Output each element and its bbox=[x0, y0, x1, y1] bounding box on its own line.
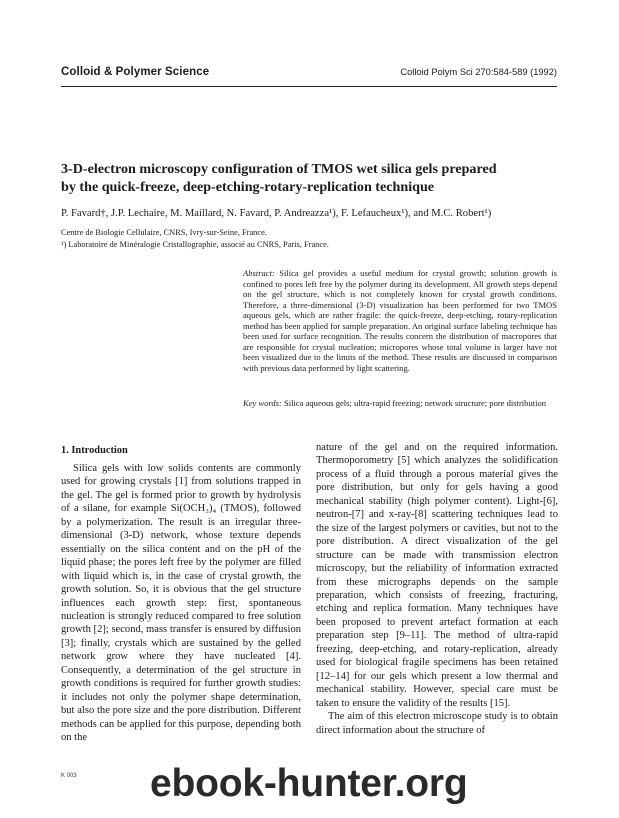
abstract-text: Silica gel provides a useful medium for crystal growth; solution growth is confined to pores left free by the polymer during its development. All growth steps depend on the gel structure, which is not completely known for crystal growth conditions. Therefore, a three-dimensional (3-D) visualization has been performed for two TMOS aqueous gels, which are rather fragile: the quick-freeze, deep-etching, rotary-replication method has been applied for sample preparation. An original surface labeling technique has been used for surface recognition. The results concern the distribution of macropores that are responsible for crystal nucleation; micropores whose total volume is larger have not been visualized due to the limits of the method. These results are discussed in comparison with previous data performed by light scattering. bbox=[243, 268, 557, 373]
header-rule bbox=[61, 86, 557, 87]
title-line-2: by the quick-freeze, deep-etching-rotary-replication technique bbox=[61, 178, 435, 195]
body-column-right bbox=[316, 441, 558, 737]
page-code: K 003 bbox=[61, 773, 77, 779]
running-header bbox=[61, 66, 557, 84]
journal-name: Colloid & Polymer Science bbox=[61, 66, 210, 78]
journal-citation: Colloid Polym Sci 270:584-589 (1992) bbox=[400, 67, 557, 77]
keywords-label: Key words: bbox=[243, 398, 282, 408]
body-paragraph: The aim of this electron microscope study is to obtain direct information about the structure of bbox=[316, 711, 558, 736]
body-paragraph: nature of the gel and on the required information. Thermoporometry [5] which analyzes the solidification process of a fluid through a porous material gives the pore distribution, but only for gels having a good mechanical stability (high polymer content). Light-[6], neutron-[7] and x-ray-[8] scattering techniques lead to the size of the largest polymers or cavities, but not to the pore distribution. A direct visualization of the gel structure can be made with transmission electron microscopy, but the reliability of information extracted from these micrographs depends on the sample preparation, which consists of freezing, fracturing, etching and replica formation. Many techniques have been proposed to prevent artefact formation at each preparation step [9–11]. The method of ultra-rapid freezing, deep-etching, and rotary-replication, already used for biological fragile specimens has been retained [12–14] for our gels which present a low thermal and mechanical stability. However, special care must be taken to ensure the validity of the results [15]. bbox=[316, 442, 558, 709]
body-paragraph: Silica gels with low solids contents are commonly used for growing crystals [1] from solutions trapped in the gel. The gel is formed prior to growth by hydrolysis of a silane, for example Si(OCH₃)₄ (TMOS), followed by a polymerization. The result is an irregular three-dimensional (3-D) network, whose texture depends essentially on the silica content and on the pH of the liquid phase; the pores left free by the polymer are filled with liquid which is, in the case of crystal growth, the growth solution. So, it is obvious that the gel structure influences each growth step: first, spontaneous nucleation is strongly reduced compared to free solution growth [2]; second, mass transfer is ensured by diffusion [3]; finally, crystals which are sustained by the gelled network grow where they have nucleated [4]. Consequently, a determination of the gel structure in growth conditions is required for further growth studies: it includes not only the polymer shape determination, but also the pore size and the pore distribution. Different methods can be applied for this purpose, depending both on the bbox=[61, 463, 301, 744]
abstract-label: Abstract: bbox=[243, 268, 275, 278]
keywords-text: Silica aqueous gels; ultra-rapid freezing; network structure; pore distribution bbox=[284, 398, 547, 408]
abstract bbox=[243, 268, 557, 373]
watermark: ebook-hunter.org bbox=[150, 762, 468, 805]
section-heading-introduction: 1. Introduction bbox=[61, 445, 128, 456]
paper-title bbox=[61, 161, 561, 196]
affiliation-2: ¹) Laboratoire de Minéralogie Cristallographie, associé au CNRS, Paris, France. bbox=[61, 239, 329, 249]
keywords bbox=[243, 398, 557, 409]
affiliation-1: Centre de Biologie Cellulaire, CNRS, Ivry-sur-Seine, France. bbox=[61, 228, 267, 237]
title-line-1: 3-D-electron microscopy configuration of TMOS wet silica gels prepared bbox=[61, 161, 497, 177]
author-list: P. Favard†, J.P. Lechaire, M. Maillard, N. Favard, P. Andreazza¹), F. Lefaucheux¹), and M.C. Robert¹) bbox=[61, 208, 492, 219]
body-column-left bbox=[61, 462, 301, 745]
affiliations bbox=[61, 227, 541, 250]
